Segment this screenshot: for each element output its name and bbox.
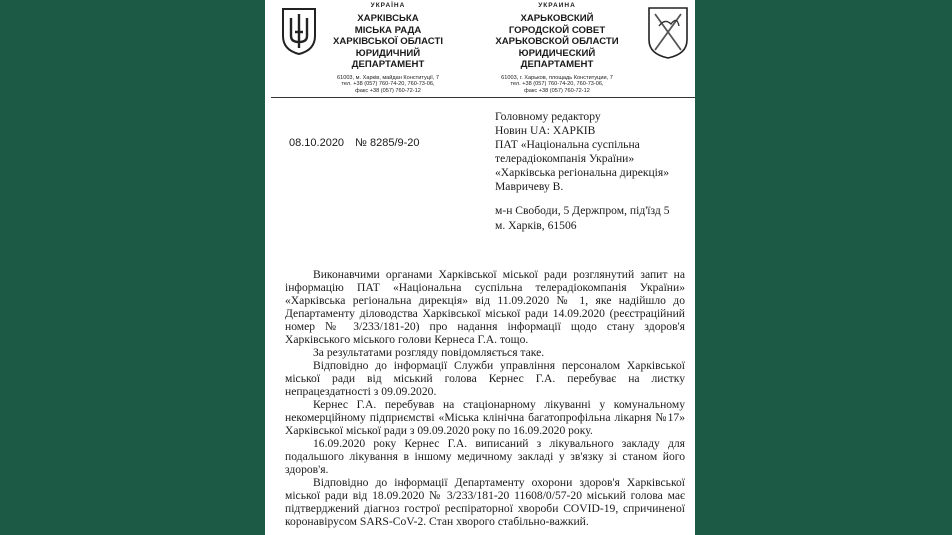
addressee-line: телерадіокомпанія України»: [495, 152, 635, 165]
organization-name: [313, 13, 463, 71]
org-line: ХАРКІВСЬКОЇ ОБЛАСТІ: [332, 36, 444, 47]
organization-address: [477, 75, 637, 95]
address-line: м. Харків, 61506: [495, 218, 577, 232]
country-label: УКРАЇНА: [370, 2, 406, 9]
registration-date: 08.10.2020: [289, 137, 345, 149]
document-page: [265, 0, 695, 535]
org-line: ДЕПАРТАМЕНТ: [520, 59, 594, 70]
body-paragraph: 16.09.2020 року Кернес Г.А. виписаний з лікувального закладу для подальшого лікування в іншому медичному закладі у зв'язку зі станом його здоров'я.: [285, 437, 685, 476]
org-line: ГОРОДСКОЙ СОВЕТ: [508, 24, 606, 36]
addressee-line: ПАТ «Національна суспільна: [495, 138, 640, 151]
address-line: 61003, м. Харків, майдан Конституції, 7: [336, 74, 440, 81]
header-divider: [271, 97, 695, 98]
org-line: ЮРИДИЧЕСКИЙ: [518, 47, 596, 59]
addressee-line: Новин UA: ХАРКІВ: [495, 124, 596, 137]
org-line: ХАРЬКОВСКИЙ: [520, 13, 594, 24]
header-russian: [477, 2, 637, 94]
addressee-address: [495, 204, 670, 233]
addressee-line: Головному редактору: [495, 110, 601, 123]
body-paragraph: Кернес Г.А. перебував на стаціонарному лікуванні у комунальному некомерційному підприємстві «Міська клінічна багатопрофільна лікарня №17» Харківської міської ради з 09.09.2020 року по 16.09.2020 року.: [285, 398, 685, 437]
body-paragraph: За результатами розгляду повідомляється таке.: [313, 346, 545, 359]
address-line: м-н Свободи, 5 Держпром, під'їзд 5: [495, 204, 670, 217]
address-line: факс +38 (057) 760-72-12: [524, 87, 590, 94]
org-line: ЮРИДИЧНИЙ: [355, 47, 421, 59]
registration-info: [289, 137, 420, 149]
organization-address: [313, 75, 463, 95]
org-line: ХАРЬКОВСКОЙ ОБЛАСТИ: [495, 36, 619, 47]
org-line: ДЕПАРТАМЕНТ: [351, 59, 425, 70]
body-paragraph: Відповідно до інформації Департаменту охорони здоров'я Харківської міської ради від 18.09.2020 № 3/233/181-20 11608/0/57-20 міський голова має підтверджений діагноз гострої респіраторної хвороби COVID-19, спричиненої коронавірусом SARS-CoV-2. Стан хворого стабільно-важкий.: [285, 476, 685, 528]
country-label: УКРАИНА: [538, 2, 576, 9]
address-line: 61003, г. Харьков, площадь Конституции, 7: [501, 74, 613, 81]
org-line: ХАРКІВСЬКА: [357, 13, 419, 24]
body-paragraph: Відповідно до інформації Служби управління персоналом Харківської міської ради від міський голова Кернес Г.А. перебуває на листку непрацездатності з 09.09.2020.: [285, 359, 685, 398]
addressee-block: [495, 110, 669, 194]
address-line: тел. +38 (057) 760-74-20, 760-73-06,: [510, 81, 604, 88]
addressee-line: «Харківська регіональна дирекція»: [495, 166, 670, 179]
organization-name: [477, 13, 637, 71]
body-paragraph: Виконавчими органами Харківської міської ради розглянутий запит на інформацію ПАТ «Національна суспільна телерадіокомпанія України» «Харківська регіональна дирекція» від 11.09.2020 № 1, яке надійшло до Департаменту діловодства Харківської міської ради 14.09.2020 (реєстраційний номер № 3/233/181-20) про надання інформації щодо стану здоров'я Харківського міського голови Кернеса Г.А. тощо.: [285, 268, 685, 346]
org-line: МІСЬКА РАДА: [354, 24, 422, 36]
kharkiv-city-coat-of-arms-icon: [647, 6, 689, 60]
address-line: факс +38 (057) 760-72-12: [355, 87, 421, 94]
address-line: тел. +38 (057) 760-74-20, 760-73-06,: [341, 81, 435, 88]
registration-number: № 8285/9-20: [355, 137, 420, 149]
letter-body: [285, 268, 685, 528]
addressee-line: Мавричеву В.: [495, 180, 564, 193]
header-ukrainian: [313, 2, 463, 94]
